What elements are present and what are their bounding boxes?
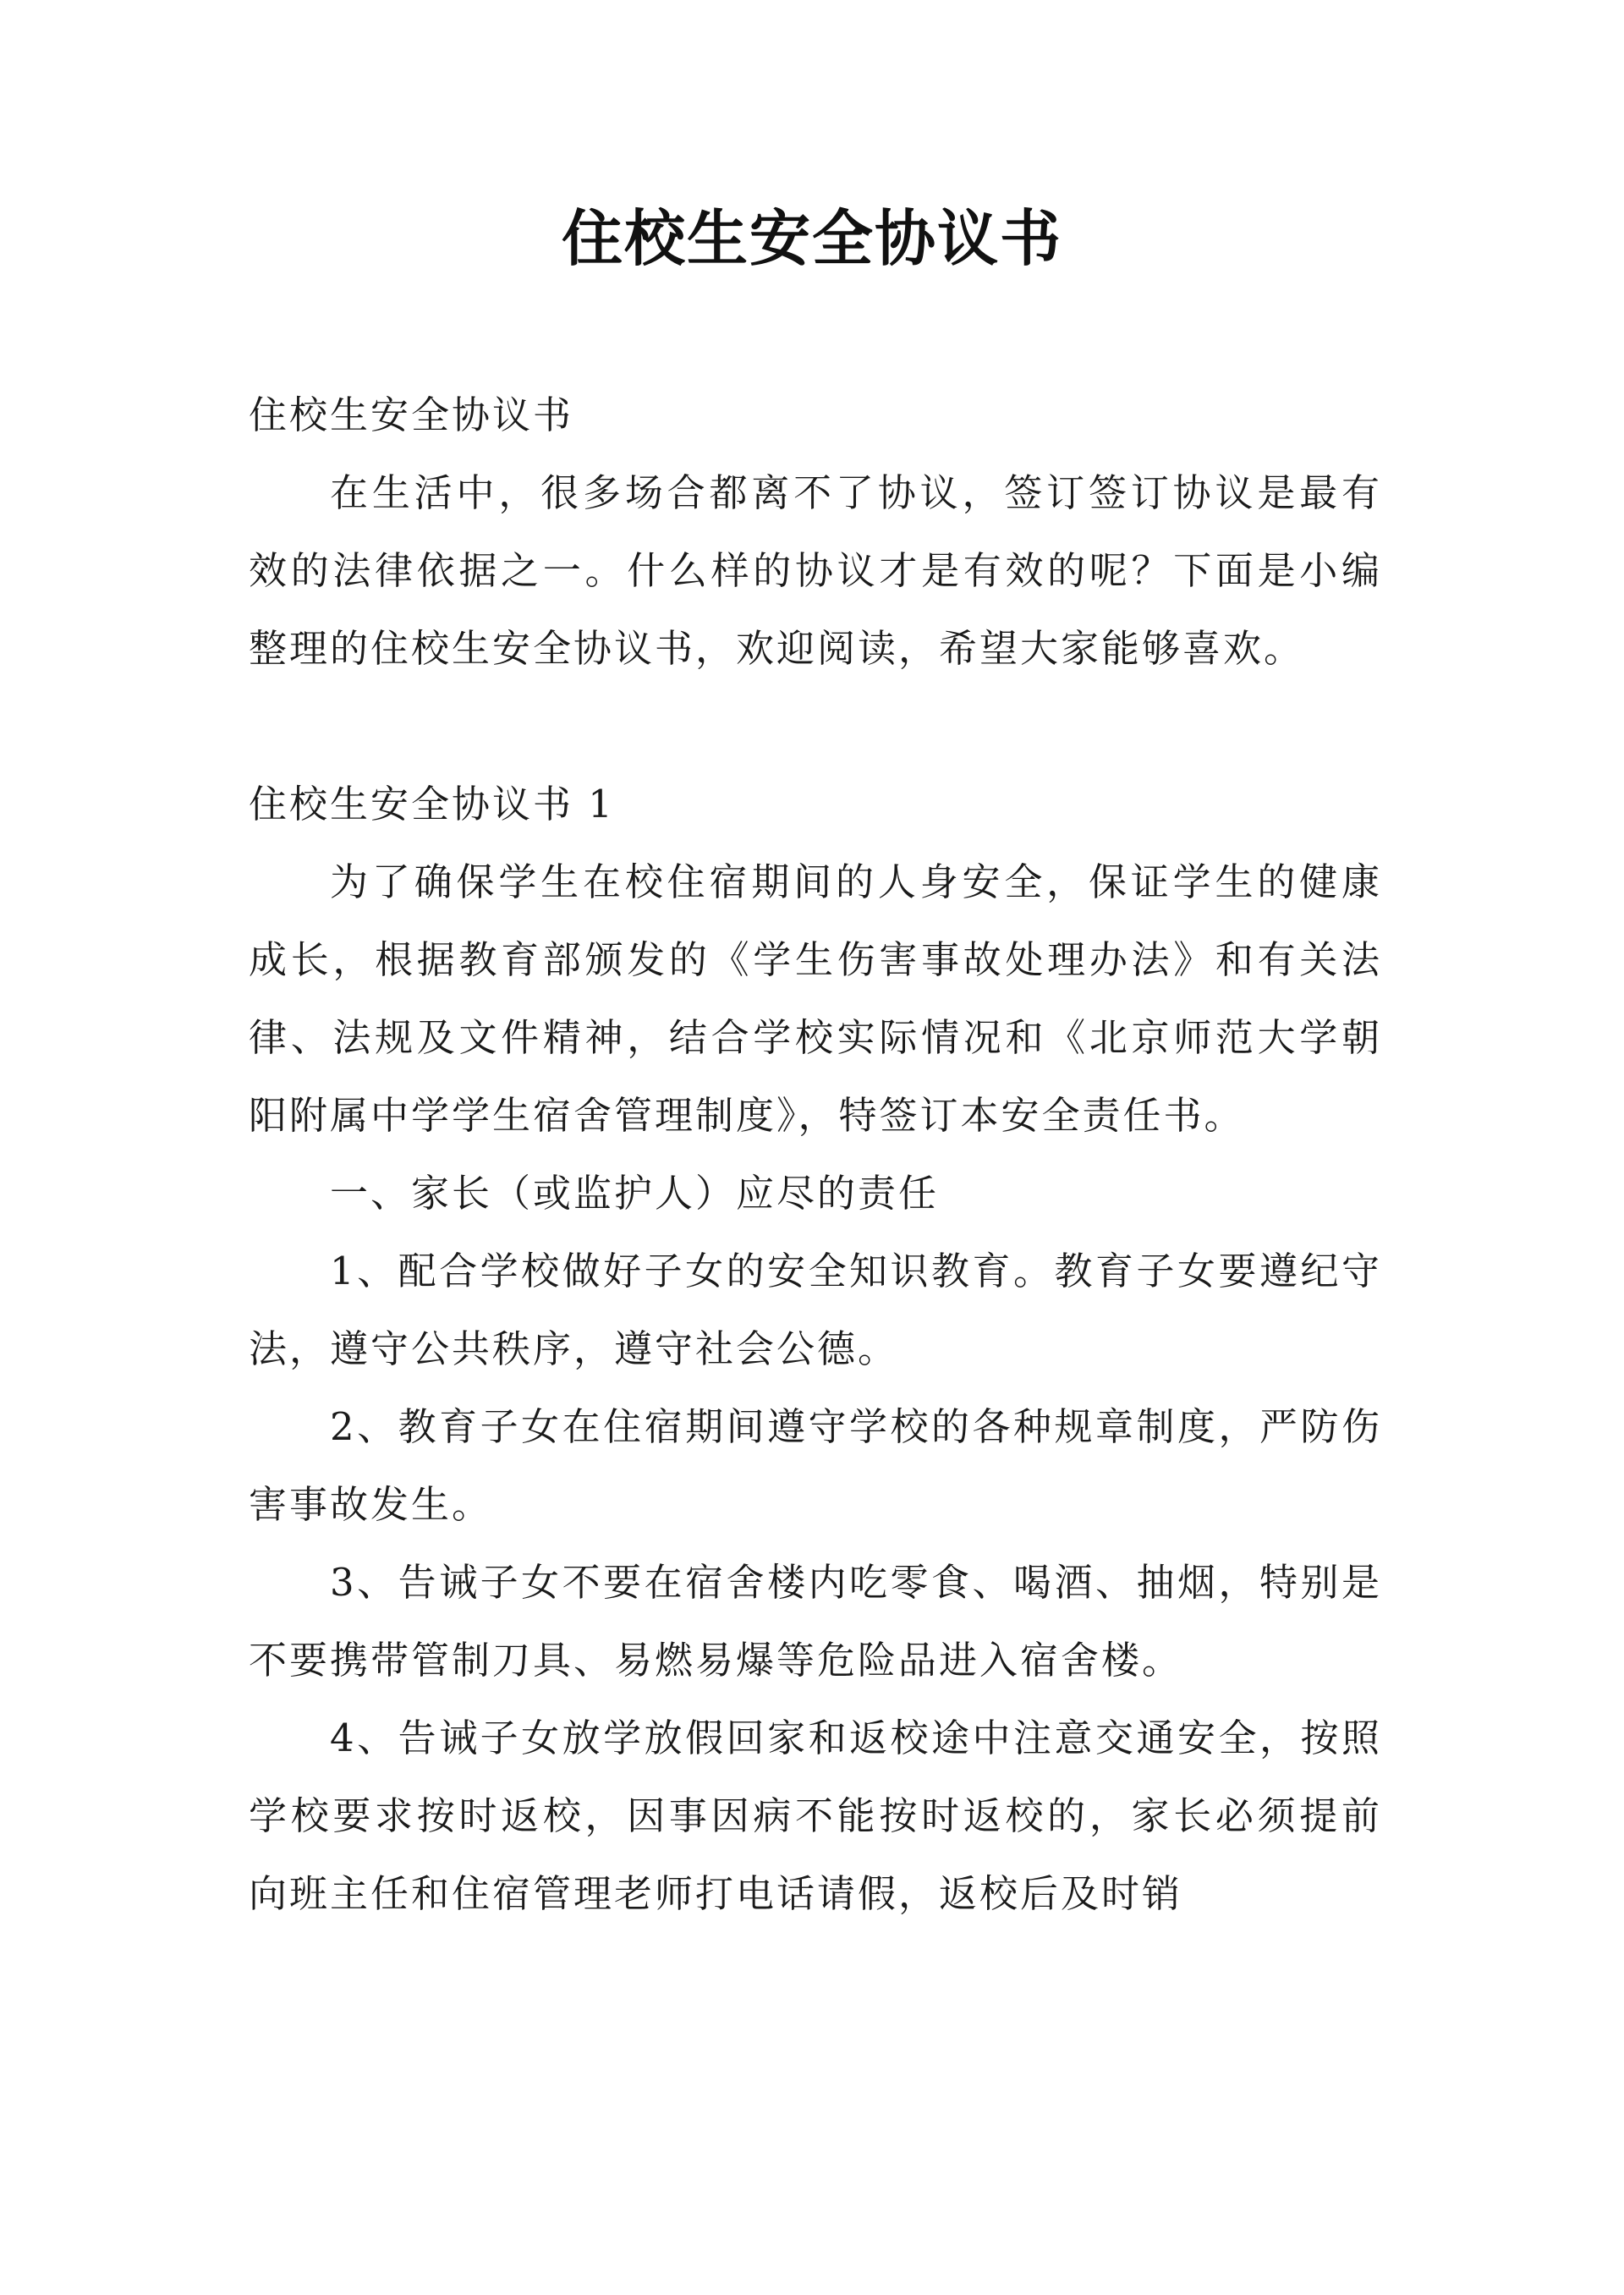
document-subtitle: 住校生安全协议书 <box>249 393 574 437</box>
paragraph-item-2: 2、教育子女在住宿期间遵守学校的各种规章制度，严防伤害事故发生。 <box>249 1404 1382 1527</box>
paragraph-item-4: 4、告诫子女放学放假回家和返校途中注意交通安全，按照学校要求按时返校，因事因病不能按时返校的，家长必须提前向班主任和住宿管理老师打电话请假，返校后及时销 <box>249 1716 1382 1916</box>
section-heading: 住校生安全协议书 1 <box>249 782 615 826</box>
paragraph-heading-parent-duties: 一、家长（或监护人）应尽的责任 <box>330 1171 940 1216</box>
paragraph-item-1: 1、配合学校做好子女的安全知识教育。教育子女要遵纪守法，遵守公共秩序，遵守社会公德。 <box>249 1249 1382 1371</box>
paragraph-spacer <box>249 688 1382 766</box>
paragraph-item-3: 3、告诫子女不要在宿舍楼内吃零食、喝酒、抽烟，特别是不要携带管制刀具、易燃易爆等危险品进入宿舍楼。 <box>249 1560 1382 1683</box>
document-title: 住校生安全协议书 <box>561 203 1062 274</box>
intro-paragraph: 在生活中，很多场合都离不了协议，签订签订协议是最有效的法律依据之一。什么样的协议才是有效的呢？下面是小编整理的住校生安全协议书，欢迎阅读，希望大家能够喜欢。 <box>249 470 1382 671</box>
paragraph-preamble: 为了确保学生在校住宿期间的人身安全，保证学生的健康成长，根据教育部颁发的《学生伤害事故处理办法》和有关法律、法规及文件精神，结合学校实际情况和《北京师范大学朝阳附属中学学生宿舍管理制度》，特签订本安全责任书。 <box>249 859 1382 1138</box>
document-body <box>249 376 1382 1933</box>
